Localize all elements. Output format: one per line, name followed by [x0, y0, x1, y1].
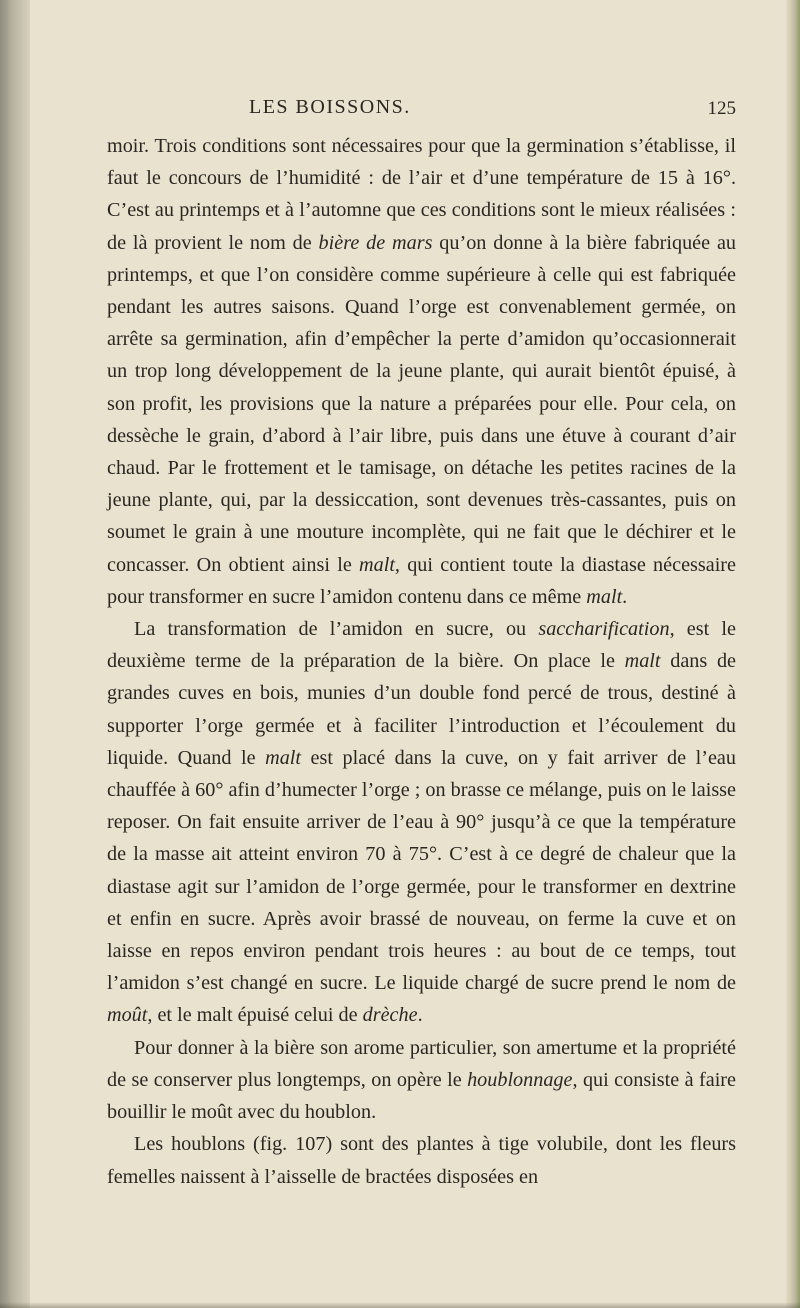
paragraph-4: [107, 1128, 736, 1192]
italic-term: malt: [359, 553, 395, 576]
italic-term: saccharification: [538, 618, 670, 641]
paragraph-3: [107, 1032, 736, 1129]
page-number: 125: [707, 98, 736, 119]
text-run: .: [622, 585, 628, 608]
text-run: dans de grandes cuves en bois, munies d’un double fond percé de trous, destiné à supporter l’orge germée et à faciliter l’introduction et l’écoulement du liquide. Quand le: [107, 650, 736, 769]
text-run: , est le deuxième terme de la préparation de la bière. On place le: [107, 618, 736, 673]
italic-term: bière de mars: [318, 231, 433, 254]
text-run: Les houblons (fig. 107) sont des plantes à tige volubile, dont les fleurs femelles naissent à l’aisselle de bractées disposées en: [107, 1133, 736, 1188]
paragraph-2: [107, 613, 736, 1032]
bottom-shadow: [0, 1302, 800, 1308]
body-text: [107, 130, 736, 1193]
italic-term: malt: [265, 746, 301, 769]
text-run: est placé dans la cuve, on y fait arriver de l’eau chauffée à 60° afin d’humecter l’orge ; on brasse ce mélange, puis on le laisse reposer. On fait ensuite arriver de l’eau à 90° jusqu’à ce que la température de la masse ait atteint environ 70 à 75°. C’est à ce degré de chaleur que la diastase agit sur l’amidon de l’orge germée, pour le transformer en dextrine et enfin en sucre. Après avoir brassé de nouveau, on ferme la cuve et on laisse en repos environ pendant trois heures : au bout de ce temps, tout l’amidon s’est changé en sucre. Le liquide chargé de sucre prend le nom de: [107, 746, 736, 995]
italic-term: malt: [624, 650, 661, 673]
italic-term: houblonnage: [467, 1068, 573, 1091]
book-spine-shadow: [0, 0, 30, 1308]
page-edge: [786, 0, 800, 1308]
text-run: , qui contient toute la diastase nécessaire pour transformer en sucre l’amidon contenu dans ce même: [107, 553, 736, 608]
text-run: , et le malt épuisé celui de: [147, 1004, 363, 1027]
italic-term: moût: [107, 1004, 148, 1027]
text-run: qu’on donne à la bière fabriquée au printemps, et que l’on considère comme supérieure à celle qui est fabriquée pendant les autres saisons. Quand l’orge est convenablement germée, on arrête sa germination, afin d’empêcher la perte d’amidon qu’occasionnerait un trop long développement de la jeune plante, qui aurait bientôt épuisé, à son profit, les provisions que la nature a préparées pour elle. Pour cela, on dessèche le grain, d’abord à l’air libre, puis dans une étuve à courant d’air chaud. Par le frottement et le tamisage, on détache les petites racines de la jeune plante, qui, par la dessiccation, sont devenues très-cassantes, puis on soumet le grain à une mouture incomplète, qui ne fait que le déchirer et le concasser. On obtient ainsi le: [107, 231, 737, 576]
book-page: [107, 96, 736, 1193]
text-run: Pour donner à la bière son arome particulier, son amertume et la propriété de se conserver plus longtemps, on opère le: [107, 1036, 736, 1091]
italic-term: malt: [586, 585, 623, 608]
page-header: [107, 96, 736, 130]
text-run: , qui consiste à faire bouillir le moût avec du houblon.: [107, 1068, 736, 1124]
paragraph-1: [107, 130, 736, 613]
italic-term: drèche: [362, 1004, 418, 1027]
text-run: .: [417, 1004, 423, 1027]
text-run: La transformation de l’amidon en sucre, ou: [134, 618, 539, 641]
running-head: LES BOISSONS.: [249, 96, 411, 118]
text-run: moir. Trois conditions sont nécessaires pour que la germination s’établisse, il faut le concours de l’humidité : de l’air et d’une température de 15 à 16°. C’est au printemps et à l’automne que ces conditions sont le mieux réalisées : de là provient le nom de: [107, 135, 736, 254]
